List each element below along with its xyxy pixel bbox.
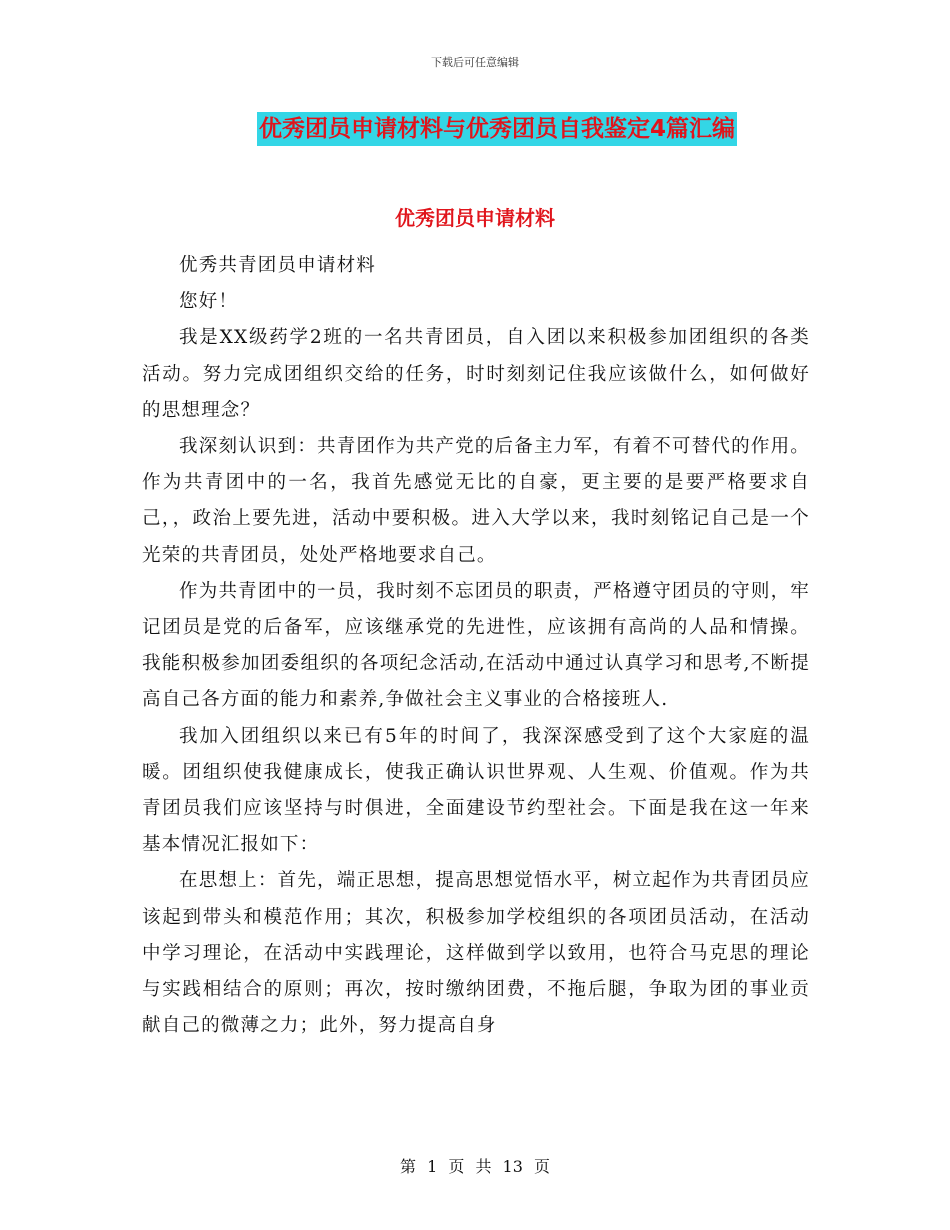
header-note: 下载后可任意编辑 bbox=[431, 56, 519, 69]
page-number-footer: 第 1 页 共 13 页 bbox=[400, 1157, 550, 1176]
paragraph: 在思想上：首先，端正思想，提高思想觉悟水平，树立起作为共青团员应该起到带头和模范作用；其次，积极参加学校组织的各项团员活动，在活动中学习理论，在活动中实践理论，这样做到学以致用，也符合马克思的理论与实践相结合的原则；再次，按时缴纳团费，不拖后腿，争取为团的事业贡献自己的微薄之力；此外，努力提高自身 bbox=[142, 870, 810, 1037]
paragraph: 我加入团组织以来已有5年的时间了，我深深感受到了这个大家庭的温暖。团组织使我健康成长，使我正确认识世界观、人生观、价值观。作为共青团员我们应该坚持与时俱进，全面建设节约型社会。下面是我在这一年来基本情况汇报如下： bbox=[142, 725, 810, 856]
paragraph: 我是XX级药学2班的一名共青团员，自入团以来积极参加团组织的各类活动。努力完成团组织交给的任务，时时刻刻记住我应该做什么，如何做好的思想理念？ bbox=[142, 327, 810, 421]
document-title-container bbox=[0, 112, 950, 146]
section-title: 优秀团员申请材料 bbox=[395, 206, 555, 230]
document-body bbox=[142, 248, 810, 1044]
paragraph: 我深刻认识到：共青团作为共产党的后备主力军，有着不可替代的作用。作为共青团中的一名，我首先感觉无比的自豪，更主要的是要严格要求自己，，政治上要先进，活动中要积极。进入大学以来，我时刻铭记自己是一个光荣的共青团员，处处严格地要求自己。 bbox=[142, 436, 810, 566]
paragraph: 您好！ bbox=[179, 291, 239, 313]
document-title: 优秀团员申请材料与优秀团员自我鉴定4篇汇编 bbox=[257, 112, 737, 146]
paragraph: 作为共青团中的一员，我时刻不忘团员的职责，严格遵守团员的守则，牢记团员是党的后备军，应该继承党的先进性，应该拥有高尚的人品和情操。我能积极参加团委组织的各项纪念活动,在活动中通过认真学习和思考,不断提高自己各方面的能力和素养,争做社会主义事业的合格接班人. bbox=[142, 580, 810, 711]
paragraph: 优秀共青团员申请材料 bbox=[179, 255, 377, 276]
